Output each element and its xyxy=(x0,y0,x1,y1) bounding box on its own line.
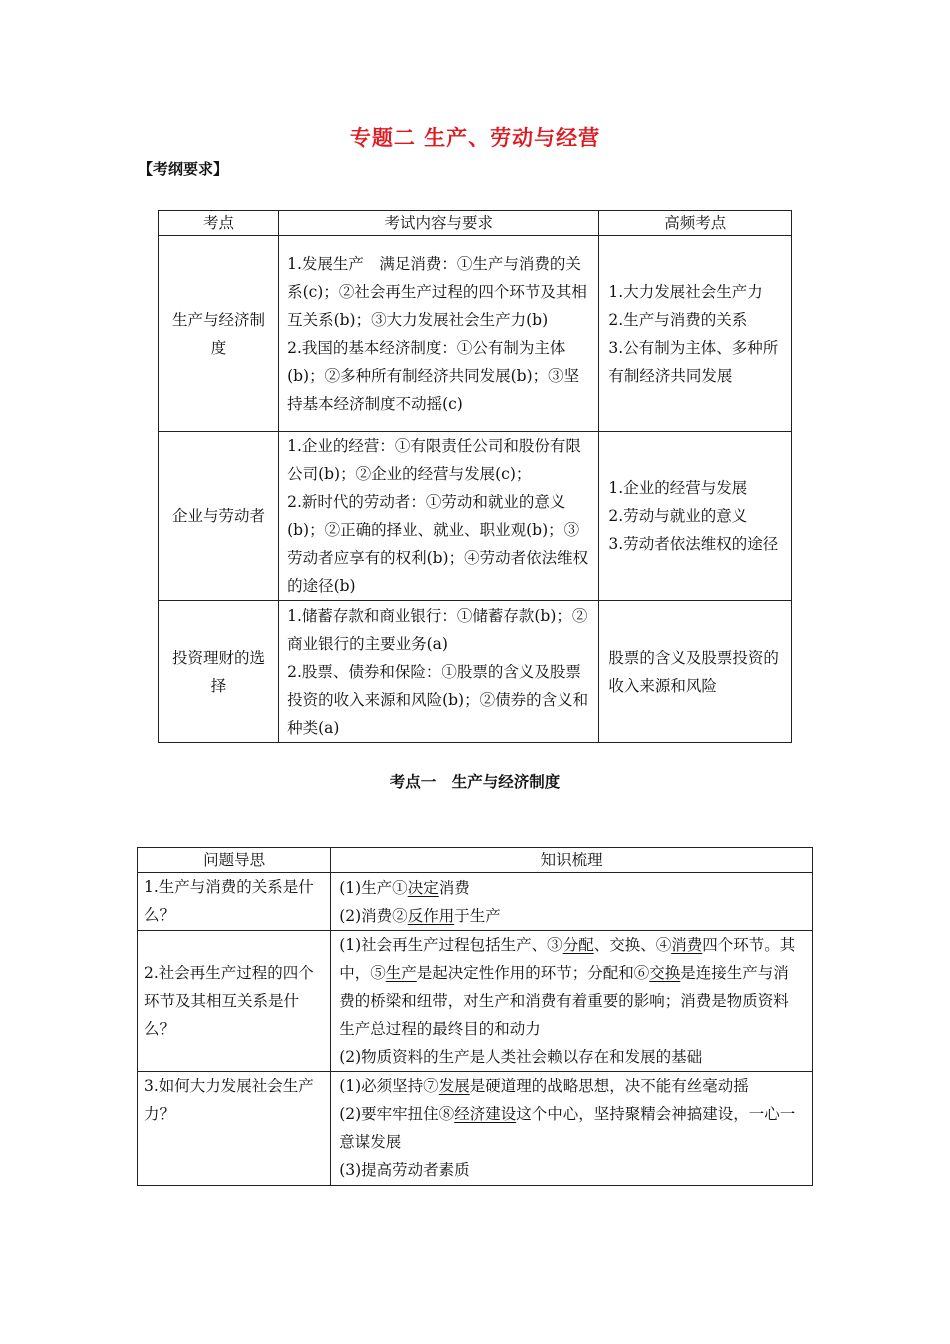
question-cell: 2.社会再生产过程的四个环节及其相互关系是什么？ xyxy=(138,931,331,1072)
page-title: 专题二 生产、劳动与经营 xyxy=(349,126,601,150)
header-frequent: 高频考点 xyxy=(599,211,792,236)
requirements-label: 【考纲要求】 xyxy=(138,160,229,178)
table-row xyxy=(138,873,813,931)
table-row xyxy=(138,931,813,1072)
frequent-cell xyxy=(599,236,792,432)
content-line: 2.股票、债券和保险：①股票的含义及股票投资的收入来源和风险(b)；②债券的含义和种类(a) xyxy=(287,662,589,737)
table-header-row xyxy=(138,848,813,873)
frequent-item: 1.企业的经营与发展 xyxy=(608,479,748,497)
table-row xyxy=(159,236,792,432)
frequent-item: 3.劳动者依法维权的途径 xyxy=(608,535,779,553)
content-line: 1.储蓄存款和商业银行：①储蓄存款(b)；②商业银行的主要业务(a) xyxy=(287,606,588,653)
blank-answer: 消费 xyxy=(671,936,703,954)
answer-line: (1)必须坚持⑦发展是硬道理的战略思想，决不能有丝毫动摇 xyxy=(339,1077,749,1095)
answer-cell xyxy=(331,873,813,931)
content-cell xyxy=(279,236,599,432)
blank-answer: 经济建设 xyxy=(454,1105,517,1123)
frequent-cell xyxy=(599,601,792,743)
question-cell: 3.如何大力发展社会生产力？ xyxy=(138,1072,331,1186)
table-row xyxy=(159,601,792,743)
table-header-row xyxy=(159,211,792,236)
answer-line: (2)物质资料的生产是人类社会赖以存在和发展的基础 xyxy=(339,1048,703,1066)
knowledge-table xyxy=(137,847,813,1186)
blank-answer: 生产 xyxy=(385,964,417,982)
topic-cell: 投资理财的选择 xyxy=(159,601,279,743)
content-line: 2.我国的基本经济制度：①公有制为主体(b)；②多种所有制经济共同发展(b)；③坚持基本经济制度不动摇(c) xyxy=(287,338,580,413)
frequent-item: 2.生产与消费的关系 xyxy=(608,310,748,329)
blank-answer: 交换 xyxy=(649,964,681,982)
answer-cell xyxy=(331,931,813,1072)
syllabus-table xyxy=(158,210,792,743)
table-row xyxy=(138,1072,813,1186)
header-content: 考试内容与要求 xyxy=(279,211,599,236)
blank-answer: 发展 xyxy=(438,1077,470,1095)
frequent-item: 股票的含义及股票投资的收入来源和风险 xyxy=(608,648,779,695)
content-line: 1.企业的经营：①有限责任公司和股份有限公司(b)；②企业的经营与发展(c)； xyxy=(287,437,581,483)
header-question: 问题导思 xyxy=(138,848,331,873)
content-line: 2.新时代的劳动者：①劳动和就业的意义(b)；②正确的择业、就业、职业观(b)；③劳动者应享有的权利(b)；④劳动者依法维权的途径(b) xyxy=(287,493,589,595)
content-line: 1.发展生产 满足消费：①生产与消费的关系(c)；②社会再生产过程的四个环节及其相互关系(b)；③大力发展社会生产力(b) xyxy=(287,254,587,329)
section-title xyxy=(0,770,950,792)
frequent-item: 1.大力发展社会生产力 xyxy=(608,282,763,301)
question-cell: 1.生产与消费的关系是什么？ xyxy=(138,873,331,931)
frequent-item: 3.公有制为主体、多种所有制经济共同发展 xyxy=(608,338,779,385)
content-cell xyxy=(279,601,599,743)
frequent-cell xyxy=(599,432,792,601)
header-knowledge: 知识梳理 xyxy=(331,848,813,873)
blank-answer: 反作用 xyxy=(407,906,455,925)
topic-cell: 企业与劳动者 xyxy=(159,432,279,601)
section-title-text: 考点一 生产与经济制度 xyxy=(389,773,561,791)
blank-answer: 决定 xyxy=(407,878,439,897)
header-topic: 考点 xyxy=(159,211,279,236)
answer-line: (2)消费②反作用于生产 xyxy=(339,906,501,925)
answer-cell xyxy=(331,1072,813,1186)
answer-line: (3)提高劳动者素质 xyxy=(339,1161,470,1179)
answer-line: (1)社会再生产过程包括生产、③分配、交换、④消费四个环节。其中，⑤生产是起决定性作用的环节；分配和⑥交换是连接生产与消费的桥梁和纽带，对生产和消费有着重要的影响；消费是物质资料生产总过程的最终目的和动力 xyxy=(339,936,796,1038)
table-row xyxy=(159,432,792,601)
content-cell xyxy=(279,432,599,601)
answer-line: (2)要牢牢扭住⑧经济建设这个中心，坚持聚精会神搞建设，一心一意谋发展 xyxy=(339,1105,796,1151)
answer-line: (1)生产①决定消费 xyxy=(339,878,470,897)
frequent-item: 2.劳动与就业的意义 xyxy=(608,507,748,525)
topic-cell: 生产与经济制度 xyxy=(159,236,279,432)
blank-answer: 分配 xyxy=(562,936,594,954)
